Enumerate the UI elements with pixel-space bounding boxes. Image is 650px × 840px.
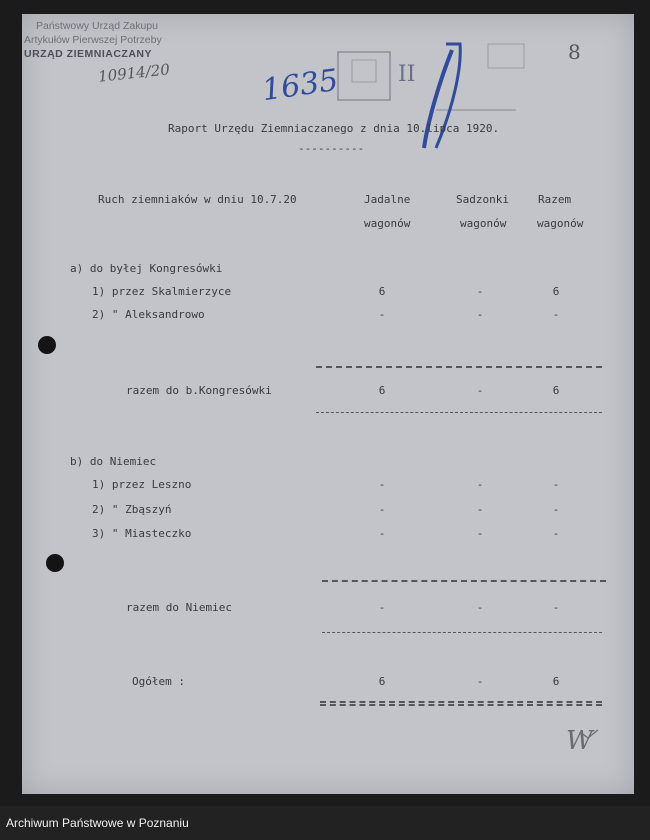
section-b-row-1-sadzonki: - <box>476 478 484 491</box>
header-jadalne-unit: wagonów <box>364 217 411 230</box>
grand-total-double-rule-2 <box>320 704 602 706</box>
header-movement: Ruch ziemniaków w dniu 10.7.20 <box>98 193 297 206</box>
section-b-row-2-sadzonki: - <box>476 503 484 516</box>
stamp-line-2: Artykułów Pierwszej Potrzeby <box>24 34 162 46</box>
section-b-rule-top <box>322 580 606 582</box>
section-a-row-2-razem: - <box>552 308 560 321</box>
stamp-line-1: Państwowy Urząd Zakupu <box>36 20 158 32</box>
section-b-row-1-label: 1) przez Leszno <box>92 478 192 491</box>
section-b-rule-bottom <box>322 632 602 633</box>
section-a-total-jadalne: 6 <box>378 384 386 397</box>
grand-total-razem: 6 <box>552 675 560 688</box>
section-a-rule-top <box>316 366 602 368</box>
section-a-row-1-sadzonki: - <box>476 285 484 298</box>
blue-mark: II <box>398 62 416 87</box>
section-a-row-2-sadzonki: - <box>476 308 484 321</box>
section-a-heading: a) do byłej Kongresówki <box>70 262 223 275</box>
title-underline: ---------- <box>298 142 365 155</box>
punch-hole-bottom <box>46 554 64 572</box>
grand-total-label: Ogółem : <box>132 675 185 688</box>
section-b-total-label: razem do Niemiec <box>126 601 232 614</box>
header-razem: Razem <box>538 193 572 206</box>
header-razem-unit: wagonów <box>537 217 584 230</box>
section-a-row-1-label: 1) przez Skalmierzyce <box>92 285 232 298</box>
section-a-row-2-label: 2) " Aleksandrowo <box>92 308 205 321</box>
section-a-row-2-jadalne: - <box>378 308 386 321</box>
section-b-row-3-label: 3) " Miasteczko <box>92 527 192 540</box>
section-b-row-2-jadalne: - <box>378 503 386 516</box>
page-number: 8 <box>568 40 581 64</box>
punch-hole-top <box>38 336 56 354</box>
registration-stamp-box <box>338 52 390 100</box>
archive-number: 10914/20 <box>97 60 171 86</box>
header-sadzonki: Sadzonki <box>456 193 509 206</box>
section-b-total-jadalne: - <box>378 601 386 614</box>
grand-total-jadalne: 6 <box>378 675 386 688</box>
section-a-row-1-jadalne: 6 <box>378 285 386 298</box>
section-b-row-3-razem: - <box>552 527 560 540</box>
section-b-row-1-jadalne: - <box>378 478 386 491</box>
header-sadzonki-unit: wagonów <box>460 217 507 230</box>
grand-total-sadzonki: - <box>476 675 484 688</box>
section-a-total-label: razem do b.Kongresówki <box>126 384 272 397</box>
section-b-heading: b) do Niemiec <box>70 455 157 468</box>
section-b-row-3-sadzonki: - <box>476 527 484 540</box>
section-b-row-3-jadalne: - <box>378 527 386 540</box>
section-a-total-razem: 6 <box>552 384 560 397</box>
initial-signature: W <box>566 726 593 756</box>
stamp-line-3: URZĄD ZIEMNIACZANY <box>24 48 152 60</box>
section-b-row-1-razem: - <box>552 478 560 491</box>
grand-total-double-rule-1 <box>320 701 602 703</box>
section-b-row-2-label: 2) " Zbąszyń <box>92 503 172 516</box>
section-a-total-sadzonki: - <box>476 384 484 397</box>
section-b-total-sadzonki: - <box>476 601 484 614</box>
section-a-row-1-razem: 6 <box>552 285 560 298</box>
blue-registration-number: 1635 <box>259 62 341 109</box>
header-jadalne: Jadalne <box>364 193 411 206</box>
archive-footer: Archiwum Państwowe w Poznaniu <box>0 806 650 840</box>
section-b-row-2-razem: - <box>552 503 560 516</box>
section-a-rule-bottom <box>316 412 602 413</box>
section-b-total-razem: - <box>552 601 560 614</box>
report-title: Raport Urzędu Ziemniaczanego z dnia 10.lipca 1920. <box>168 122 500 135</box>
